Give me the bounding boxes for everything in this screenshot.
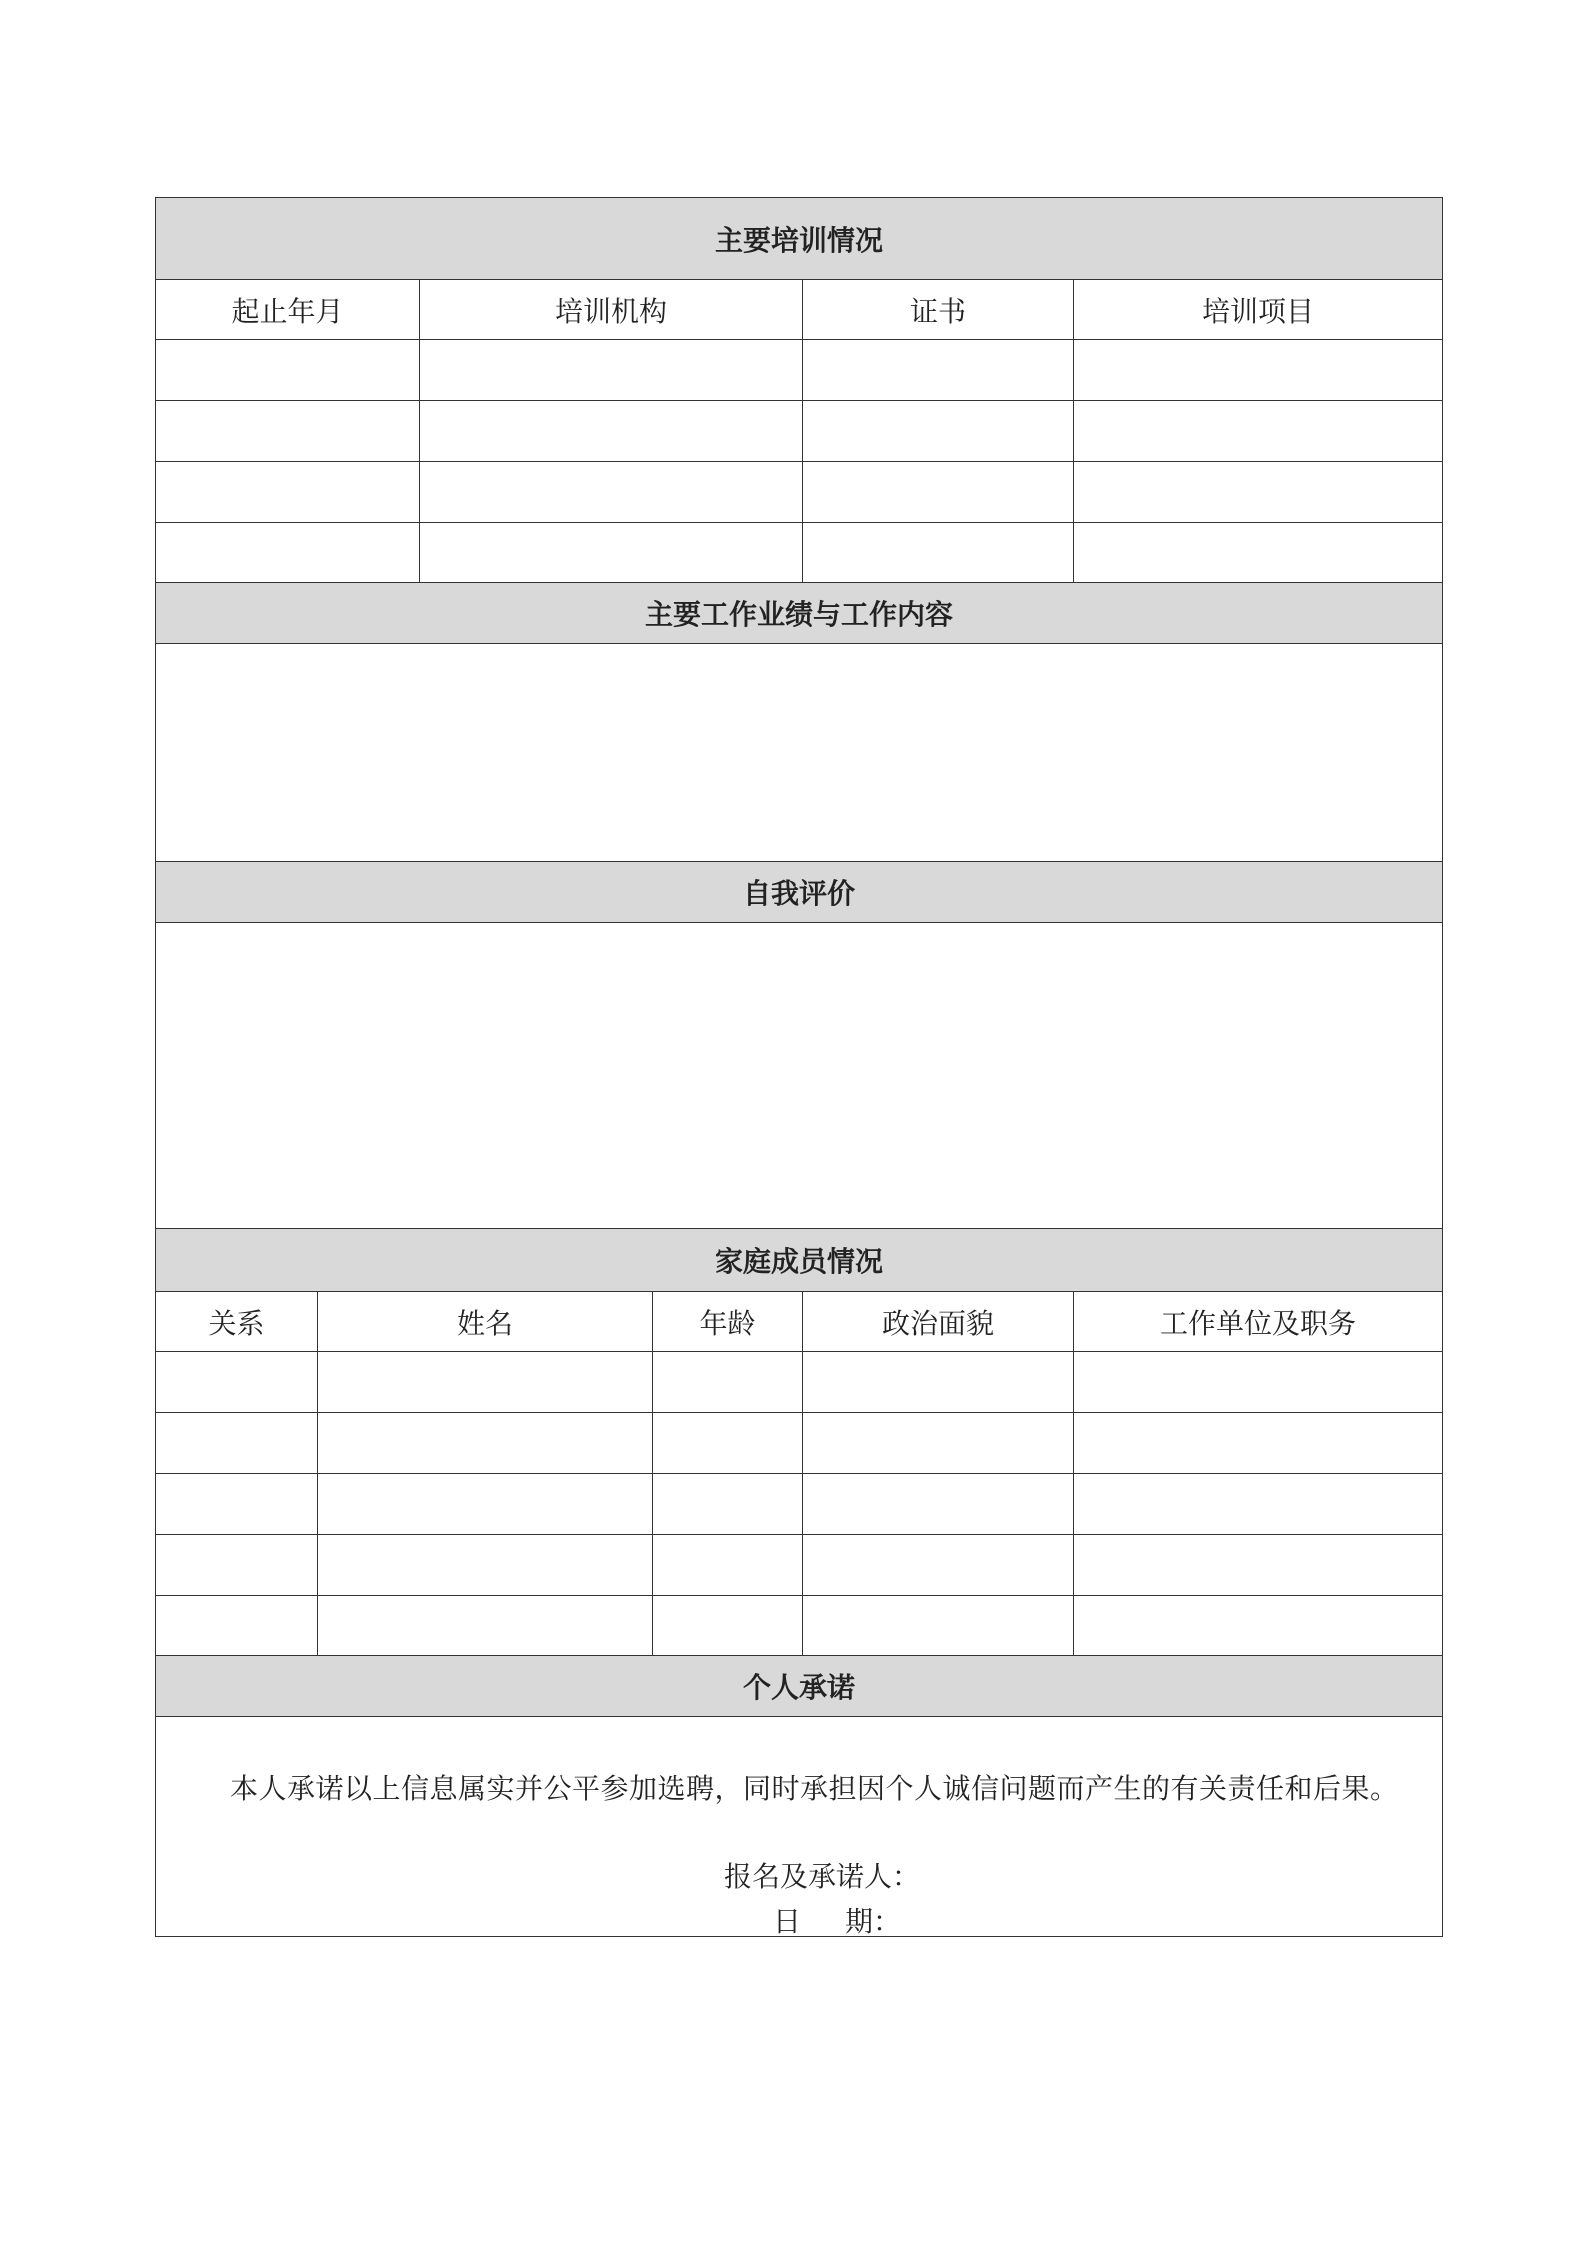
training-program-cell[interactable]	[1074, 340, 1443, 401]
family-name-cell[interactable]	[318, 1596, 653, 1656]
application-form-table	[155, 197, 1443, 1937]
family-row	[156, 1352, 1443, 1413]
family-age-cell[interactable]	[653, 1474, 803, 1535]
family-header-political-status: 政治面貌	[803, 1292, 1074, 1352]
family-name-cell[interactable]	[318, 1474, 653, 1535]
training-certificate-cell[interactable]	[803, 340, 1074, 401]
work-content-area[interactable]	[156, 644, 1443, 862]
training-program-cell[interactable]	[1074, 401, 1443, 462]
date-label-day: 日	[773, 1905, 802, 1938]
family-row	[156, 1535, 1443, 1596]
family-political-cell[interactable]	[803, 1596, 1074, 1656]
family-section-title: 家庭成员情况	[156, 1229, 1443, 1292]
training-header-certificate: 证书	[803, 280, 1074, 340]
training-period-cell[interactable]	[156, 340, 420, 401]
family-row	[156, 1474, 1443, 1535]
family-relation-cell[interactable]	[156, 1474, 318, 1535]
training-period-cell[interactable]	[156, 462, 420, 523]
training-institution-cell[interactable]	[420, 340, 803, 401]
promise-content-area	[156, 1717, 1443, 1937]
family-employer-cell[interactable]	[1074, 1352, 1443, 1413]
promise-statement: 本人承诺以上信息属实并公平参加选聘，同时承担因个人诚信问题而产生的有关责任和后果。	[230, 1772, 1399, 1805]
family-employer-cell[interactable]	[1074, 1535, 1443, 1596]
family-relation-cell[interactable]	[156, 1413, 318, 1474]
family-age-cell[interactable]	[653, 1352, 803, 1413]
family-header-name: 姓名	[318, 1292, 653, 1352]
family-relation-cell[interactable]	[156, 1596, 318, 1656]
training-program-cell[interactable]	[1074, 462, 1443, 523]
training-section-title: 主要培训情况	[156, 198, 1443, 280]
family-header-employer-position: 工作单位及职务	[1074, 1292, 1443, 1352]
self-eval-content-area[interactable]	[156, 923, 1443, 1229]
family-employer-cell[interactable]	[1074, 1413, 1443, 1474]
training-institution-cell[interactable]	[420, 462, 803, 523]
family-name-cell[interactable]	[318, 1535, 653, 1596]
self-eval-section-title: 自我评价	[156, 862, 1443, 923]
family-age-cell[interactable]	[653, 1596, 803, 1656]
family-relation-cell[interactable]	[156, 1352, 318, 1413]
training-certificate-cell[interactable]	[803, 462, 1074, 523]
family-age-cell[interactable]	[653, 1413, 803, 1474]
training-period-cell[interactable]	[156, 523, 420, 583]
family-row	[156, 1413, 1443, 1474]
family-employer-cell[interactable]	[1074, 1474, 1443, 1535]
family-political-cell[interactable]	[803, 1474, 1074, 1535]
promise-section-title: 个人承诺	[156, 1656, 1443, 1717]
family-political-cell[interactable]	[803, 1352, 1074, 1413]
training-row	[156, 340, 1443, 401]
training-row	[156, 462, 1443, 523]
training-program-cell[interactable]	[1074, 523, 1443, 583]
training-header-institution: 培训机构	[420, 280, 803, 340]
family-name-cell[interactable]	[318, 1352, 653, 1413]
training-header-period: 起止年月	[156, 280, 420, 340]
family-relation-cell[interactable]	[156, 1535, 318, 1596]
training-header-program: 培训项目	[1074, 280, 1443, 340]
training-row	[156, 523, 1443, 583]
date-label	[773, 1900, 901, 1940]
date-label-period: 期：	[845, 1905, 902, 1938]
family-political-cell[interactable]	[803, 1413, 1074, 1474]
family-row	[156, 1596, 1443, 1656]
training-period-cell[interactable]	[156, 401, 420, 462]
training-certificate-cell[interactable]	[803, 401, 1074, 462]
family-age-cell[interactable]	[653, 1535, 803, 1596]
family-header-age: 年龄	[653, 1292, 803, 1352]
training-institution-cell[interactable]	[420, 523, 803, 583]
family-header-relation: 关系	[156, 1292, 318, 1352]
family-employer-cell[interactable]	[1074, 1596, 1443, 1656]
signer-label: 报名及承诺人：	[724, 1860, 921, 1893]
family-name-cell[interactable]	[318, 1413, 653, 1474]
training-row	[156, 401, 1443, 462]
training-certificate-cell[interactable]	[803, 523, 1074, 583]
training-institution-cell[interactable]	[420, 401, 803, 462]
work-section-title: 主要工作业绩与工作内容	[156, 583, 1443, 644]
family-political-cell[interactable]	[803, 1535, 1074, 1596]
